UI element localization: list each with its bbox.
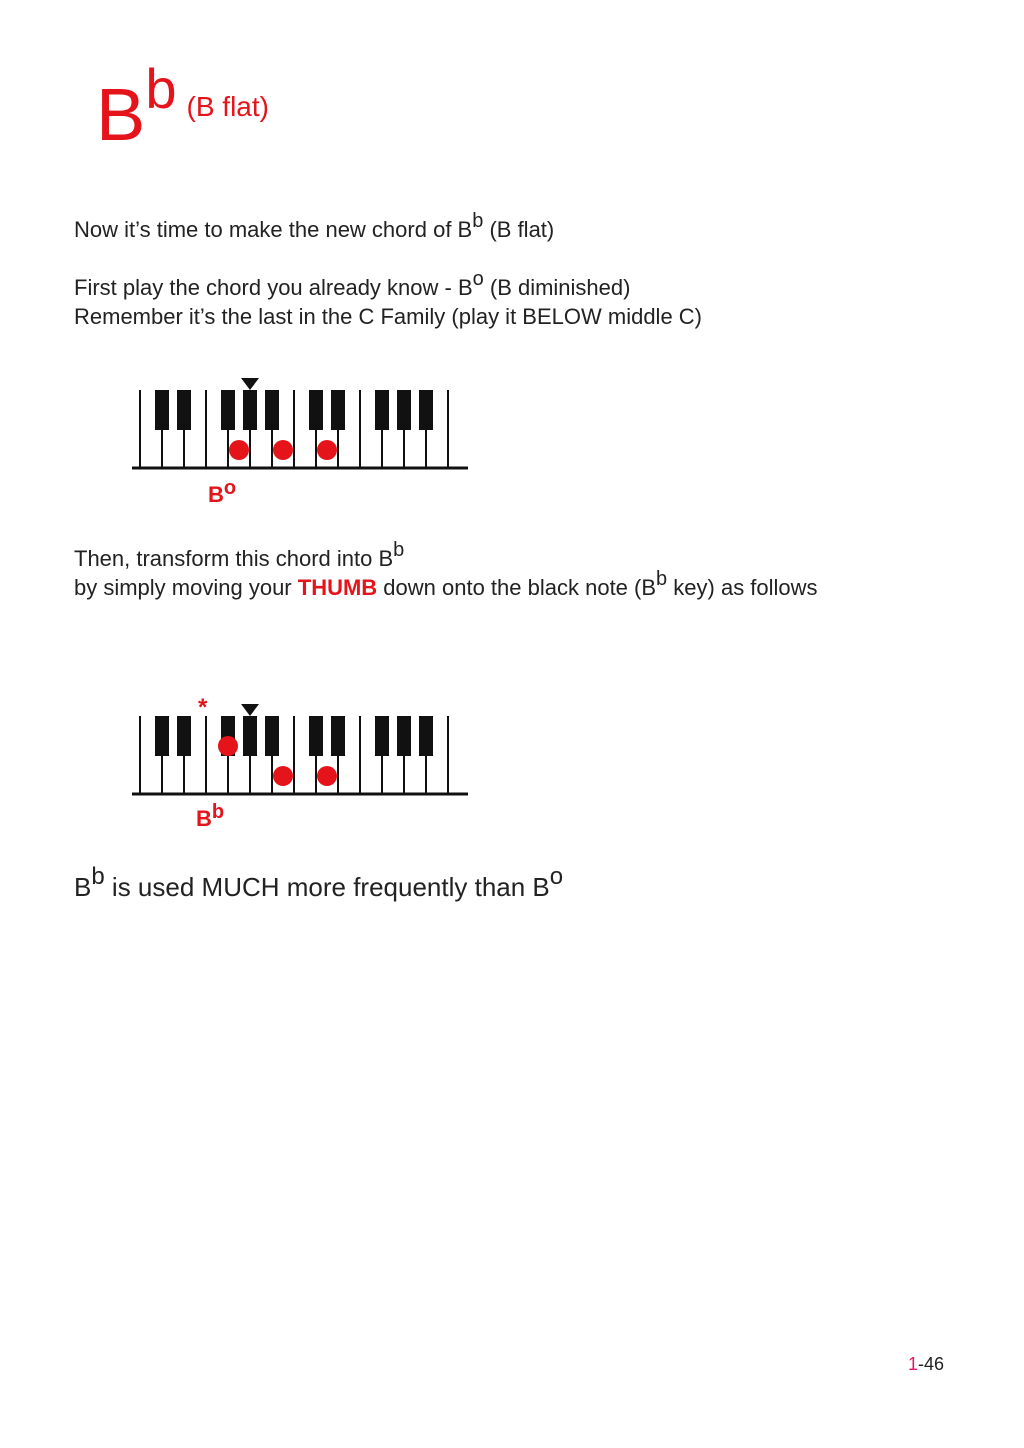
black-key: [221, 390, 235, 430]
black-key: [265, 390, 279, 430]
black-key: [155, 390, 169, 430]
middle-c-marker-icon: [241, 704, 259, 716]
move-line: [74, 568, 818, 600]
black-key: [243, 716, 257, 756]
thumb-emphasis: THUMB: [297, 575, 378, 600]
intro-text: Now it’s time to make the new chord of B: [74, 217, 473, 242]
black-key: [375, 390, 389, 430]
remember-text: Remember it’s the last in the C Family (play it BELOW middle C): [74, 304, 702, 329]
pressed-white-key-dot: [317, 766, 337, 786]
chord-label-b-flat: [196, 801, 225, 832]
first-after: (B diminished): [483, 275, 631, 300]
black-key: [419, 390, 433, 430]
first-line: [74, 268, 631, 300]
black-key: [419, 716, 433, 756]
thumb-star-marker: *: [198, 694, 208, 721]
pressed-white-key-dot: [317, 440, 337, 460]
intro-sup: b: [472, 210, 484, 232]
page-number: [908, 1354, 944, 1375]
intro-line: [74, 210, 555, 242]
pressed-white-key-dot: [273, 440, 293, 460]
move-after: key) as follows: [667, 575, 818, 600]
black-key: [177, 390, 191, 430]
black-key: [155, 716, 169, 756]
then-text: Then, transform this chord into B: [74, 546, 394, 571]
move-sup: b: [656, 568, 668, 590]
black-key: [397, 390, 411, 430]
conclusion-a: B: [74, 872, 92, 902]
conclusion-b: is used MUCH more frequently than B: [104, 872, 550, 902]
chord-label-letter: B: [196, 806, 212, 831]
title-accidental: b: [145, 57, 177, 120]
chord-label-letter: B: [208, 482, 224, 507]
pressed-black-key-dot: [218, 736, 238, 756]
middle-c-marker-icon: [241, 378, 259, 390]
black-key: [309, 390, 323, 430]
black-key: [397, 716, 411, 756]
intro-after: (B flat): [483, 217, 555, 242]
black-key: [309, 716, 323, 756]
conclusion-line: [74, 863, 564, 902]
move-before: by simply moving your: [74, 575, 298, 600]
black-key: [177, 716, 191, 756]
black-key: [375, 716, 389, 756]
black-key: [331, 716, 345, 756]
first-text: First play the chord you already know - B: [74, 275, 473, 300]
black-key: [331, 390, 345, 430]
keyboard-diagram-2: [130, 700, 470, 810]
black-key: [265, 716, 279, 756]
conclusion-sup1: b: [91, 863, 105, 890]
move-middle: down onto the black note (B: [377, 575, 657, 600]
first-sup: o: [472, 268, 484, 290]
title-letter: B: [96, 73, 146, 156]
keyboard-diagram-1: [130, 374, 470, 484]
chord-label-sup: o: [223, 477, 237, 499]
page-chapter: 1: [907, 1354, 918, 1374]
chord-label-b-diminished: [208, 477, 237, 508]
then-sup: b: [393, 539, 405, 561]
black-key: [243, 390, 257, 430]
pressed-white-key-dot: [229, 440, 249, 460]
then-line: [74, 539, 405, 571]
title-paren: (B flat): [186, 91, 269, 122]
pressed-white-key-dot: [273, 766, 293, 786]
page-title: [96, 57, 269, 156]
page-rest: -46: [917, 1354, 944, 1374]
chord-label-sup: b: [211, 801, 225, 823]
remember-line: [74, 306, 702, 328]
conclusion-sup2: o: [549, 863, 564, 890]
